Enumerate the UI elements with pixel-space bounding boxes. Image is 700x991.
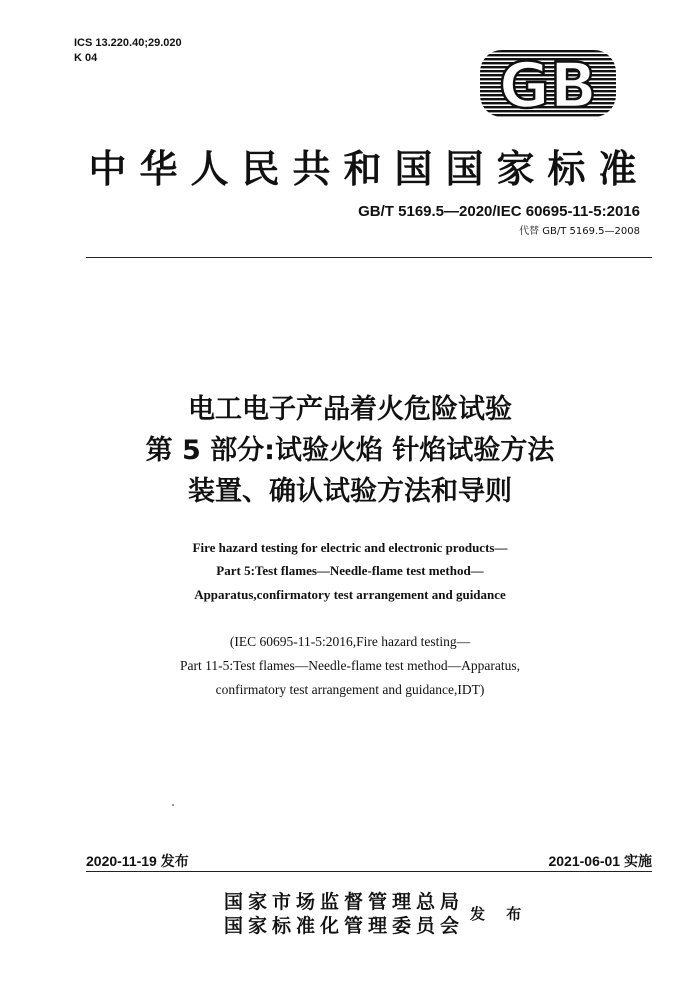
issuer-samr: 国家市场监督管理总局 bbox=[224, 891, 465, 913]
implementation-date: 2021-06-01 实施 bbox=[548, 853, 652, 869]
title-en-line2: Part 5:Test flames—Needle-flame test method— bbox=[216, 563, 484, 578]
standard-number: GB/T 5169.5—2020/IEC 60695-11-5:2016 bbox=[358, 203, 640, 220]
footer-divider bbox=[86, 871, 652, 872]
title-zh-line2: 第 5 部分:试验火焰 针焰试验方法 bbox=[145, 435, 555, 466]
replaces-standard: 代替 GB/T 5169.5—2008 bbox=[519, 226, 640, 237]
issue-date: 2020-11-19 发布 bbox=[86, 853, 189, 869]
iec-equivalent-line3: confirmatory test arrangement and guidance,IDT) bbox=[215, 682, 485, 697]
gb-logo bbox=[478, 46, 618, 121]
gb-logo-text: GB bbox=[498, 49, 598, 121]
iec-equivalent-line2: Part 11-5:Test flames—Needle-flame test method—Apparatus, bbox=[179, 658, 521, 673]
issue-verb: 发 布 bbox=[470, 905, 530, 923]
title-zh-line3: 装置、确认试验方法和导则 bbox=[188, 476, 512, 507]
ics-code: ICS 13.220.40;29.020 bbox=[74, 37, 182, 49]
ccs-code: K 04 bbox=[74, 52, 98, 64]
issuer-sac: 国家标准化管理委员会 bbox=[224, 915, 465, 937]
header-divider bbox=[86, 257, 652, 258]
issuing-authorities bbox=[224, 890, 464, 938]
iec-equivalent-line1: (IEC 60695-11-5:2016,Fire hazard testing— bbox=[229, 634, 471, 649]
title-en-line3: Apparatus,confirmatory test arrangement and guidance bbox=[194, 587, 506, 602]
title-zh-line1: 电工电子产品着火危险试验 bbox=[188, 394, 512, 425]
title-en-line1: Fire hazard testing for electric and electronic products— bbox=[192, 540, 508, 555]
classification-codes bbox=[74, 36, 182, 66]
national-standard-title: 中华人民共和国国家标准 bbox=[88, 146, 650, 191]
scan-speck bbox=[172, 804, 174, 806]
